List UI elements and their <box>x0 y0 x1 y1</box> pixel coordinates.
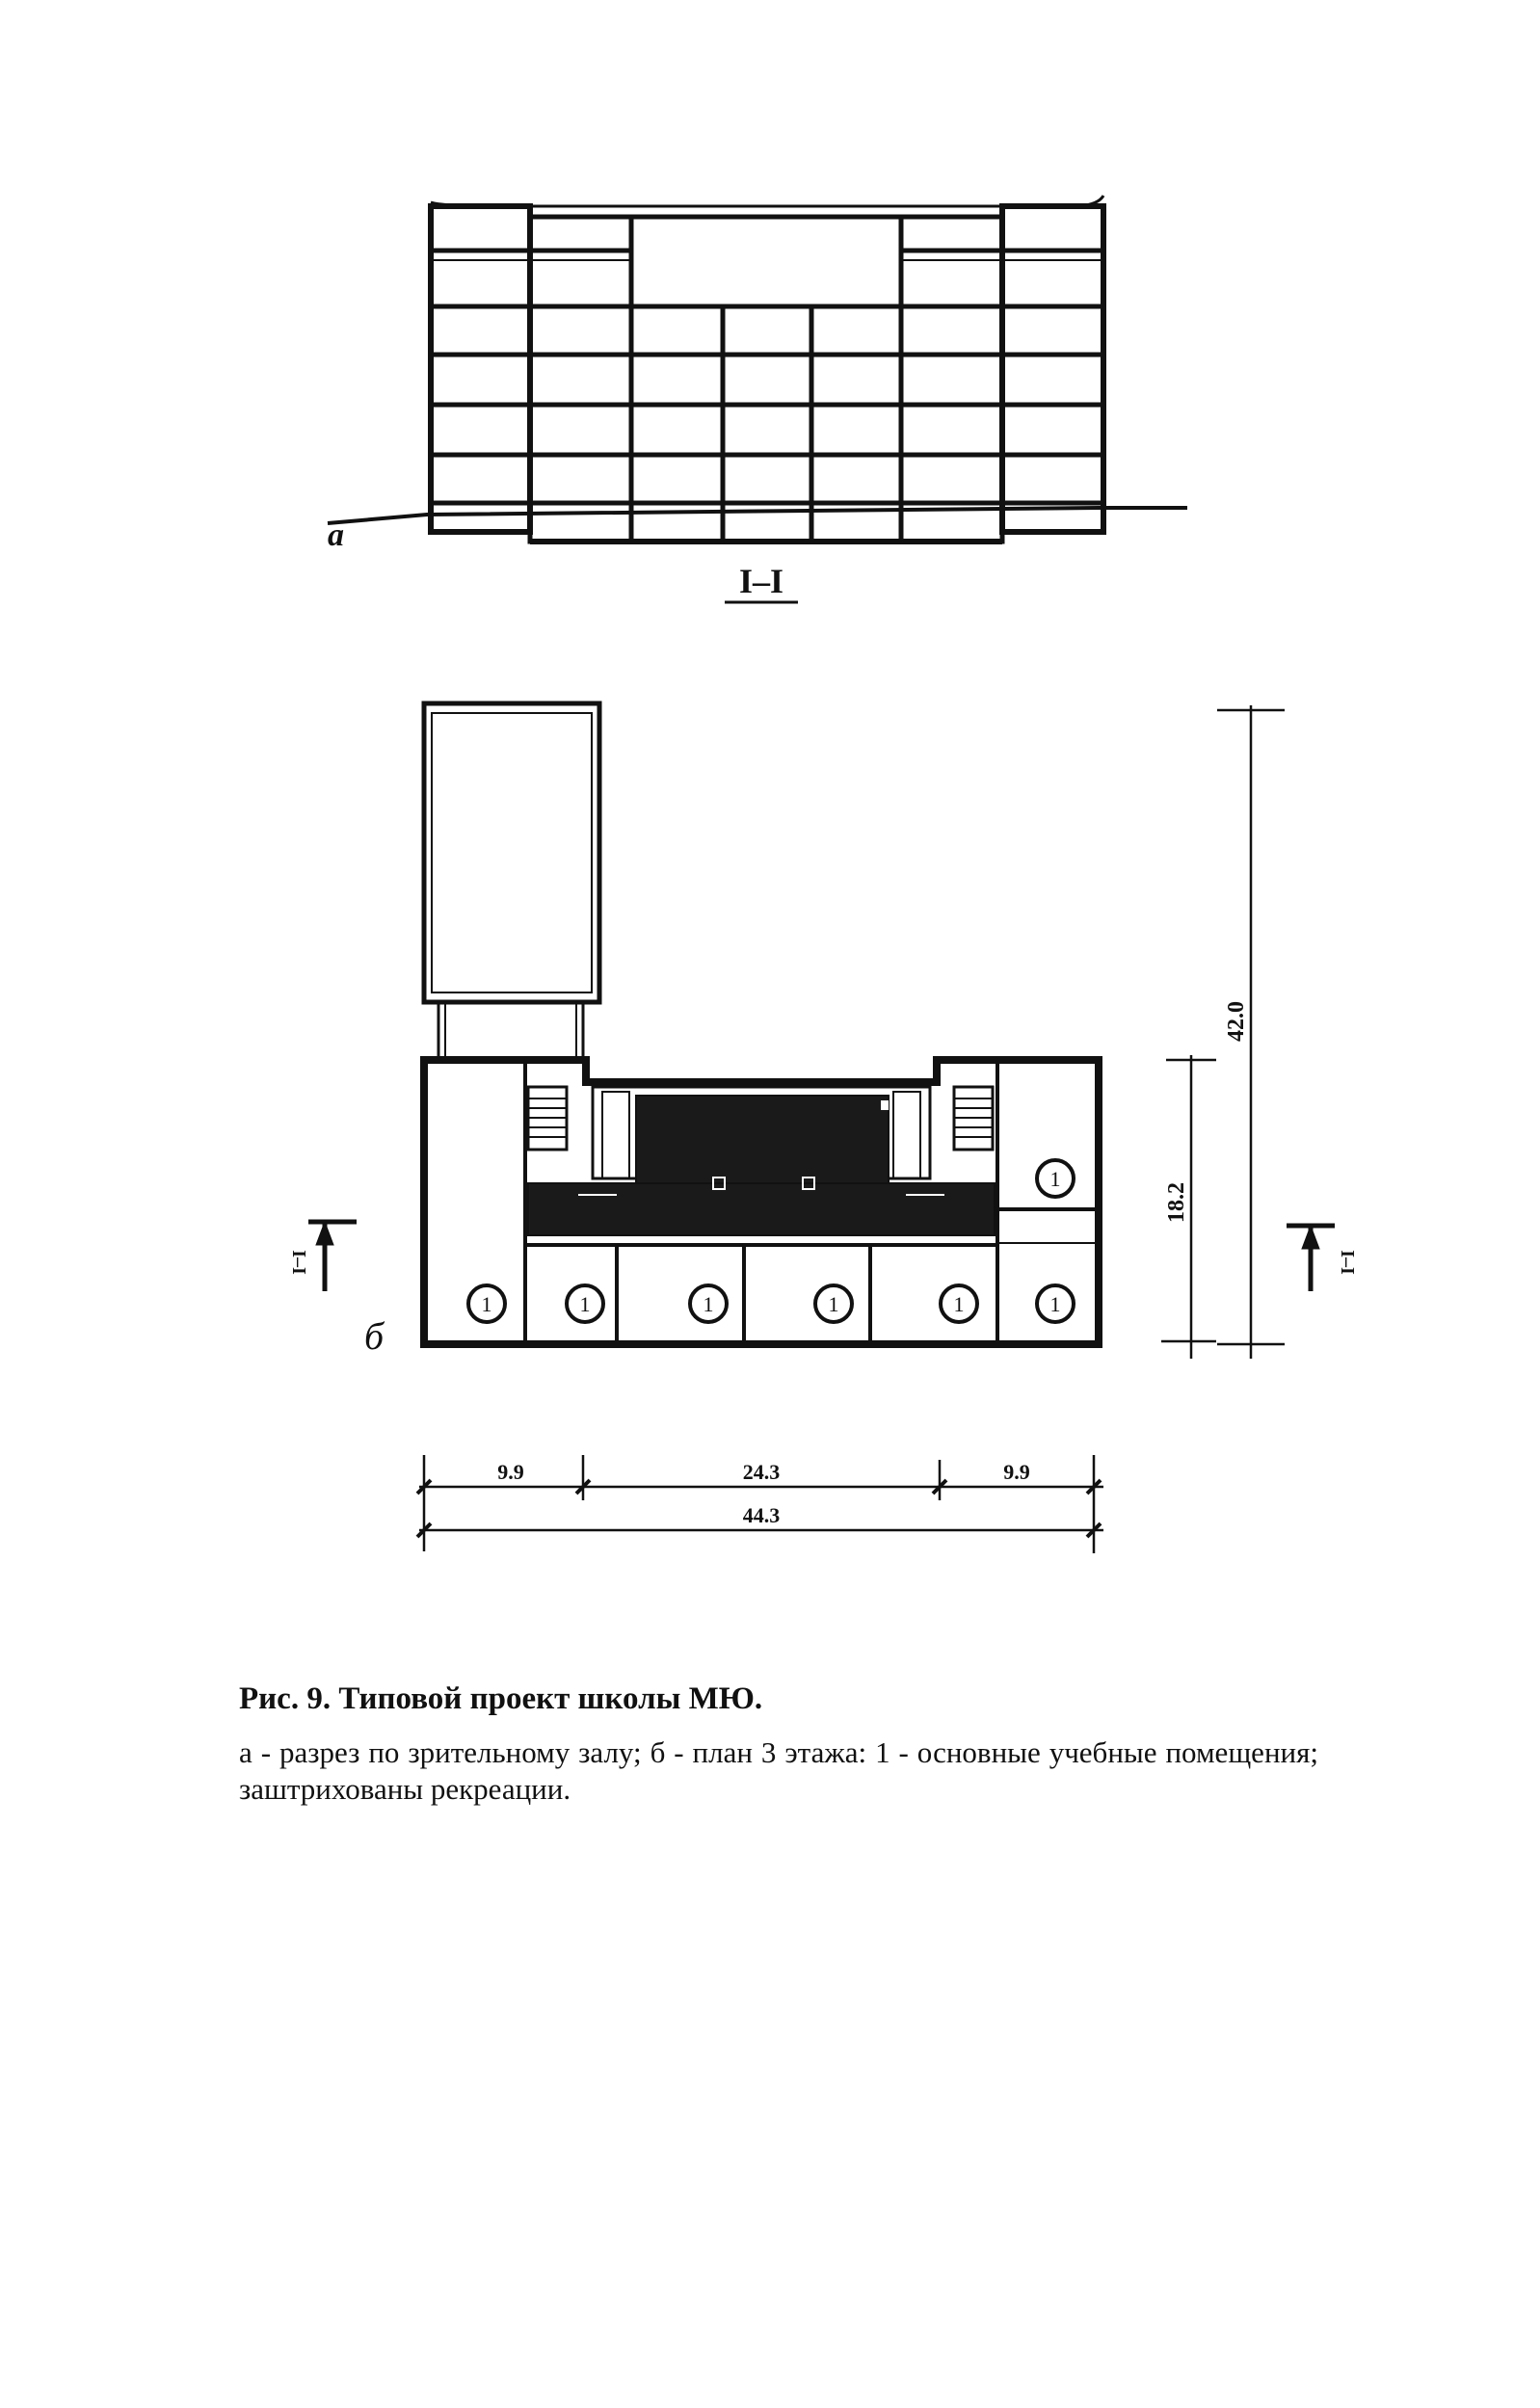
svg-text:1: 1 <box>481 1292 492 1316</box>
plan-upper-block-inner <box>432 713 592 992</box>
caption-title: Рис. 9. Типовой проект школы МЮ. <box>239 1681 763 1716</box>
section-mid-right <box>901 217 1002 542</box>
room-marker <box>1037 1285 1074 1322</box>
section-right-wing <box>1002 206 1103 532</box>
room-marker <box>941 1285 977 1322</box>
svg-text:1: 1 <box>828 1292 839 1316</box>
svg-text:1: 1 <box>703 1292 714 1316</box>
caption-body: а - разрез по зрительному залу; б - план 3 этажа: 1 - основные учебные помещения; заштрихованы рекреации. <box>239 1735 1318 1806</box>
plan-recreation-hatch <box>528 1096 995 1235</box>
ground-line <box>328 508 1187 523</box>
section-mid-left <box>530 217 631 542</box>
dim-center: 24.3 <box>742 1460 781 1484</box>
section-drawing <box>328 196 1187 542</box>
room-marker <box>567 1285 603 1322</box>
figure-caption <box>239 1681 1318 1808</box>
room-marker <box>1037 1160 1074 1197</box>
dim-main-depth: 18.2 <box>1164 1182 1189 1223</box>
dim-total-width: 44.3 <box>742 1503 781 1527</box>
section-label: а <box>328 517 344 553</box>
room-marker <box>690 1285 727 1322</box>
section-hall <box>631 217 901 542</box>
cut-marker-left-label: I–I <box>288 1250 309 1275</box>
dim-left-wing: 9.9 <box>497 1460 524 1484</box>
plan-drawing <box>424 703 1099 1344</box>
dim-right-wing: 9.9 <box>1003 1460 1030 1484</box>
cut-marker-left <box>308 1222 357 1291</box>
cut-marker-right-label: I–I <box>1337 1250 1358 1275</box>
vertical-dimensions <box>1161 705 1285 1359</box>
svg-text:1: 1 <box>579 1292 591 1316</box>
svg-text:1: 1 <box>1049 1167 1061 1191</box>
dim-total-depth: 42.0 <box>1224 1001 1249 1042</box>
section-hall-columns <box>723 306 811 542</box>
room-marker <box>815 1285 852 1322</box>
section-cut-label: I–I <box>738 562 784 600</box>
section-left-wing <box>431 206 530 532</box>
plan-upper-block <box>424 703 599 1002</box>
cut-marker-right <box>1287 1226 1335 1291</box>
svg-text:1: 1 <box>953 1292 965 1316</box>
svg-text:1: 1 <box>1049 1292 1061 1316</box>
plan-label: б <box>364 1314 385 1358</box>
room-marker <box>468 1285 505 1322</box>
